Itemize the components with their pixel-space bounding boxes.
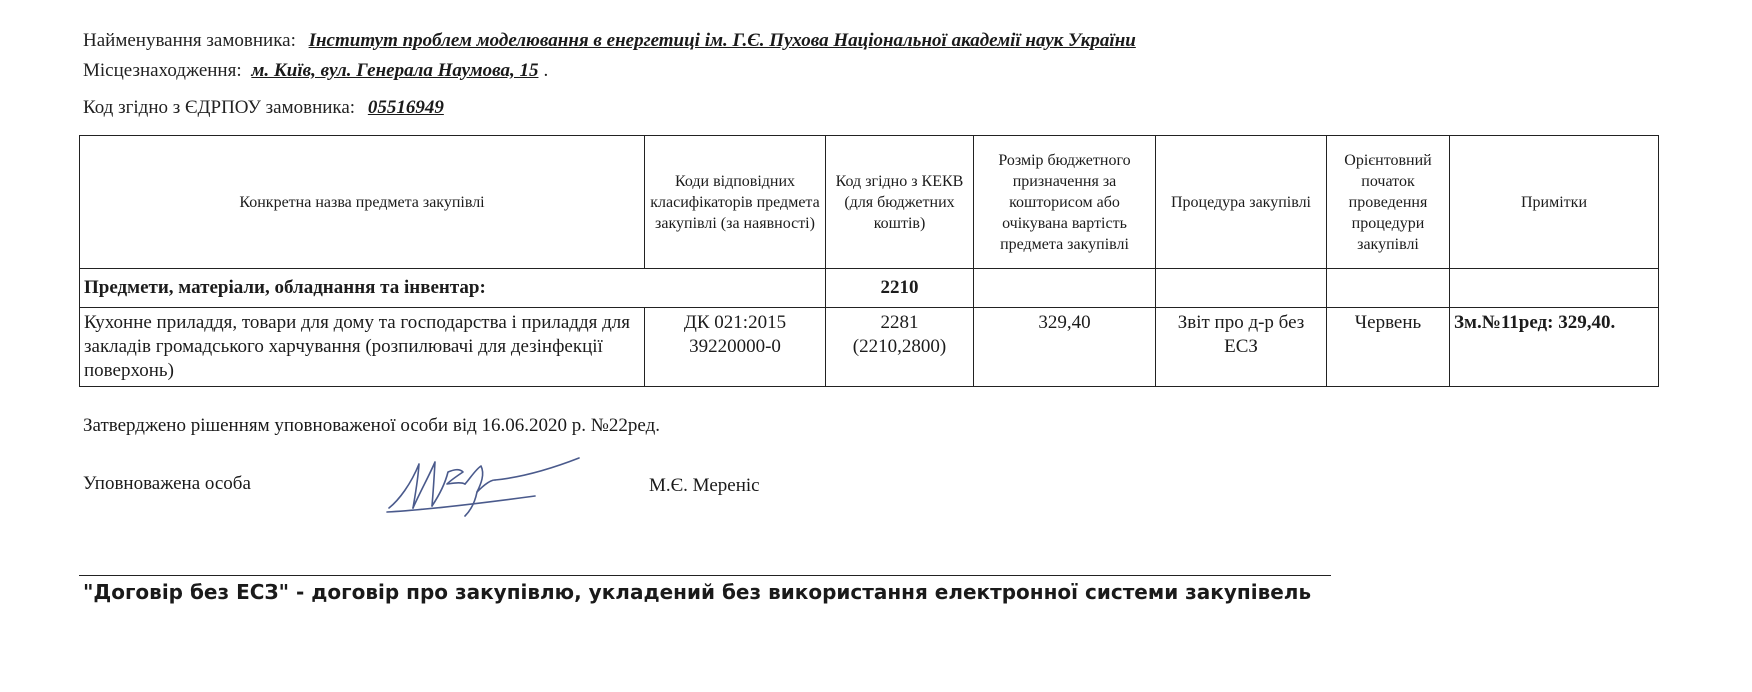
footnote-divider (79, 575, 1331, 576)
header-notes: Примітки (1450, 136, 1659, 269)
section-empty-cell (1450, 269, 1659, 308)
row-start: Червень (1327, 308, 1450, 387)
customer-name-value: Інститут проблем моделювання в енергетиці ім. Г.Є. Пухова Національної академії наук України (308, 30, 1136, 51)
header-budget-amount: Розмір бюджетного призначення за кошторисом або очікувана вартість предмета закупівлі (974, 136, 1156, 269)
row-note: Зм.№11ред: 329,40. (1450, 308, 1659, 387)
header-item-name: Конкретна назва предмета закупівлі (80, 136, 645, 269)
row-item-name: Кухонне приладдя, товари для дому та господарства і приладдя для закладів громадського харчування (розпилювачі для дезінфекції поверхонь) (80, 308, 645, 387)
header-start-date: Орієнтовний початок проведення процедури закупівлі (1327, 136, 1450, 269)
section-kekv: 2210 (826, 269, 974, 308)
header-classifier-codes: Коди відповідних класифікаторів предмета закупівлі (за наявності) (645, 136, 826, 269)
row-classifier (645, 308, 826, 387)
customer-location-line (83, 60, 548, 82)
row-kekv (826, 308, 974, 387)
customer-edrpou-value: 05516949 (367, 97, 444, 118)
row-procedure: Звіт про д-р без ЕСЗ (1156, 308, 1327, 387)
customer-location-label: Місцезнаходження: (83, 60, 242, 81)
header-kekv-code: Код згідно з КЕКВ (для бюджетних коштів) (826, 136, 974, 269)
row-classifier-line2: 39220000-0 (689, 336, 781, 357)
table-row (80, 308, 1659, 387)
section-row (80, 269, 1659, 308)
customer-name-label: Найменування замовника: (83, 30, 296, 51)
customer-edrpou-line (83, 97, 444, 119)
section-empty-cell (974, 269, 1156, 308)
row-amount: 329,40 (974, 308, 1156, 387)
table-header-row (80, 136, 1659, 269)
section-title: Предмети, матеріали, обладнання та інвентар: (80, 269, 826, 308)
header-procedure: Процедура закупівлі (1156, 136, 1327, 269)
customer-name-line (83, 30, 1136, 52)
footnote-text: "Договір без ЕСЗ" - договір про закупівлю, укладений без використання електронної системи закупівель (83, 580, 1312, 604)
authorized-person-name: М.Є. Мереніс (649, 475, 760, 496)
section-empty-cell (1156, 269, 1327, 308)
customer-location-suffix: . (543, 60, 549, 81)
customer-edrpou-label: Код згідно з ЄДРПОУ замовника: (83, 97, 356, 118)
row-kekv-line2: (2210,2800) (852, 336, 947, 357)
row-classifier-line1: ДК 021:2015 (683, 312, 787, 333)
procurement-table (79, 135, 1659, 387)
row-kekv-line1: 2281 (880, 312, 919, 333)
signature-image (385, 450, 585, 518)
customer-location-value: м. Київ, вул. Генерала Наумова, 15 (251, 60, 539, 81)
section-empty-cell (1327, 269, 1450, 308)
approval-text: Затверджено рішенням уповноваженої особи від 16.06.2020 р. №22ред. (83, 415, 660, 436)
authorized-person-role: Уповноважена особа (83, 473, 251, 494)
